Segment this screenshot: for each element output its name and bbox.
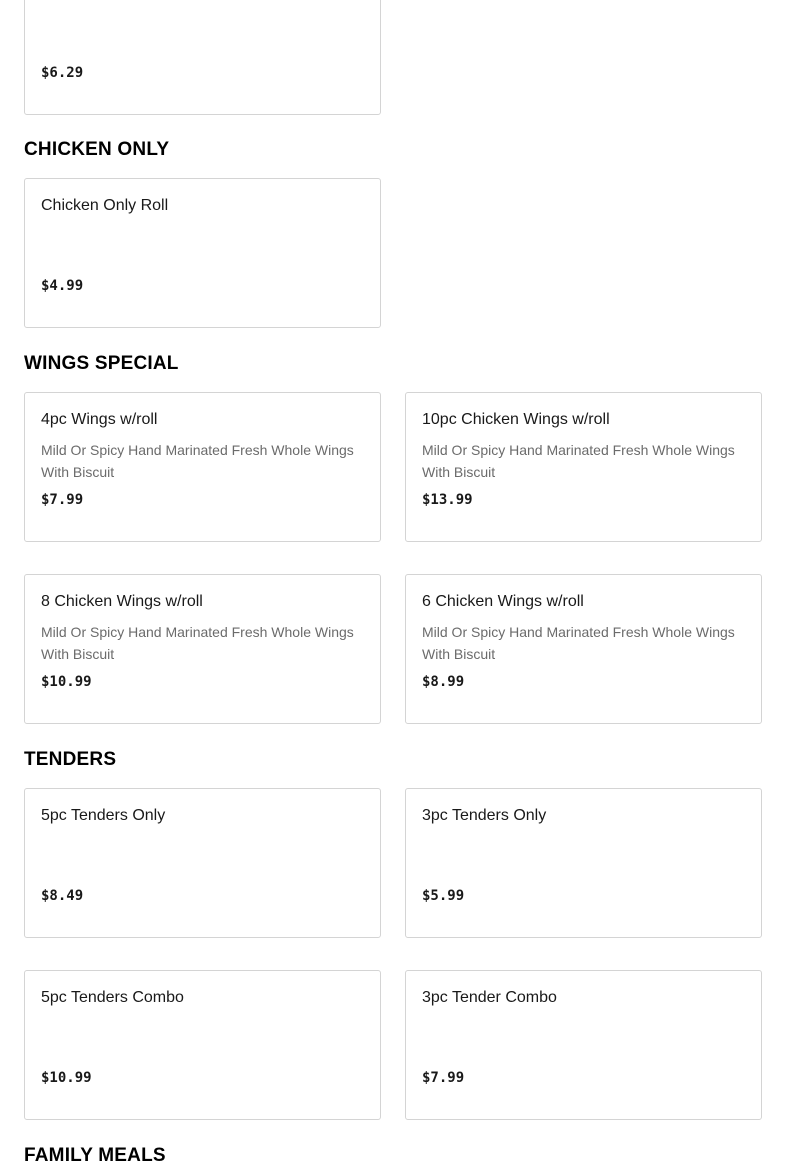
item-name: 6 Chicken Wings w/roll <box>422 593 584 610</box>
item-description: Mild Or Spicy Hand Marinated Fresh Whole Wings With Biscuit <box>422 442 735 480</box>
item-price: $8.49 <box>41 888 84 904</box>
item-description: Mild Or Spicy Hand Marinated Fresh Whole Wings With Biscuit <box>41 442 354 480</box>
item-name: Chicken Only Roll <box>41 197 169 214</box>
menu-item-card[interactable] <box>405 574 762 724</box>
item-description: Mild Or Spicy Hand Marinated Fresh Whole Wings With Biscuit <box>422 624 735 662</box>
item-price: $13.99 <box>422 492 473 508</box>
item-price: $4.99 <box>41 278 84 294</box>
menu-item-card[interactable] <box>24 0 381 115</box>
section-title-chicken-only: CHICKEN ONLY <box>24 139 170 160</box>
item-price: $10.99 <box>41 674 92 690</box>
menu-item-card[interactable] <box>24 392 381 542</box>
item-name: 3pc Tender Combo <box>422 989 557 1006</box>
menu-item-card[interactable] <box>24 574 381 724</box>
item-price: $10.99 <box>41 1070 92 1086</box>
item-price: $8.99 <box>422 674 465 690</box>
item-price: $7.99 <box>41 492 84 508</box>
menu-item-card[interactable] <box>405 970 762 1120</box>
section-title-tenders: TENDERS <box>24 749 117 770</box>
item-name: 4pc Wings w/roll <box>41 411 158 428</box>
item-name: 8 Chicken Wings w/roll <box>41 593 203 610</box>
item-price: $5.99 <box>422 888 465 904</box>
item-name: 5pc Tenders Combo <box>41 989 184 1006</box>
item-name: 3pc Tenders Only <box>422 807 547 824</box>
section-title-family-meals: FAMILY MEALS <box>24 1145 166 1166</box>
item-description: Mild Or Spicy Hand Marinated Fresh Whole Wings With Biscuit <box>41 624 354 662</box>
menu-item-card[interactable] <box>405 788 762 938</box>
item-price: $6.29 <box>41 65 84 81</box>
menu-item-card[interactable] <box>24 970 381 1120</box>
section-title-wings-special: WINGS SPECIAL <box>24 353 179 374</box>
item-name: 10pc Chicken Wings w/roll <box>422 411 610 428</box>
menu-item-card[interactable] <box>24 178 381 328</box>
menu-item-card[interactable] <box>405 392 762 542</box>
item-price: $7.99 <box>422 1070 465 1086</box>
menu-item-card[interactable] <box>24 788 381 938</box>
item-name: 5pc Tenders Only <box>41 807 166 824</box>
